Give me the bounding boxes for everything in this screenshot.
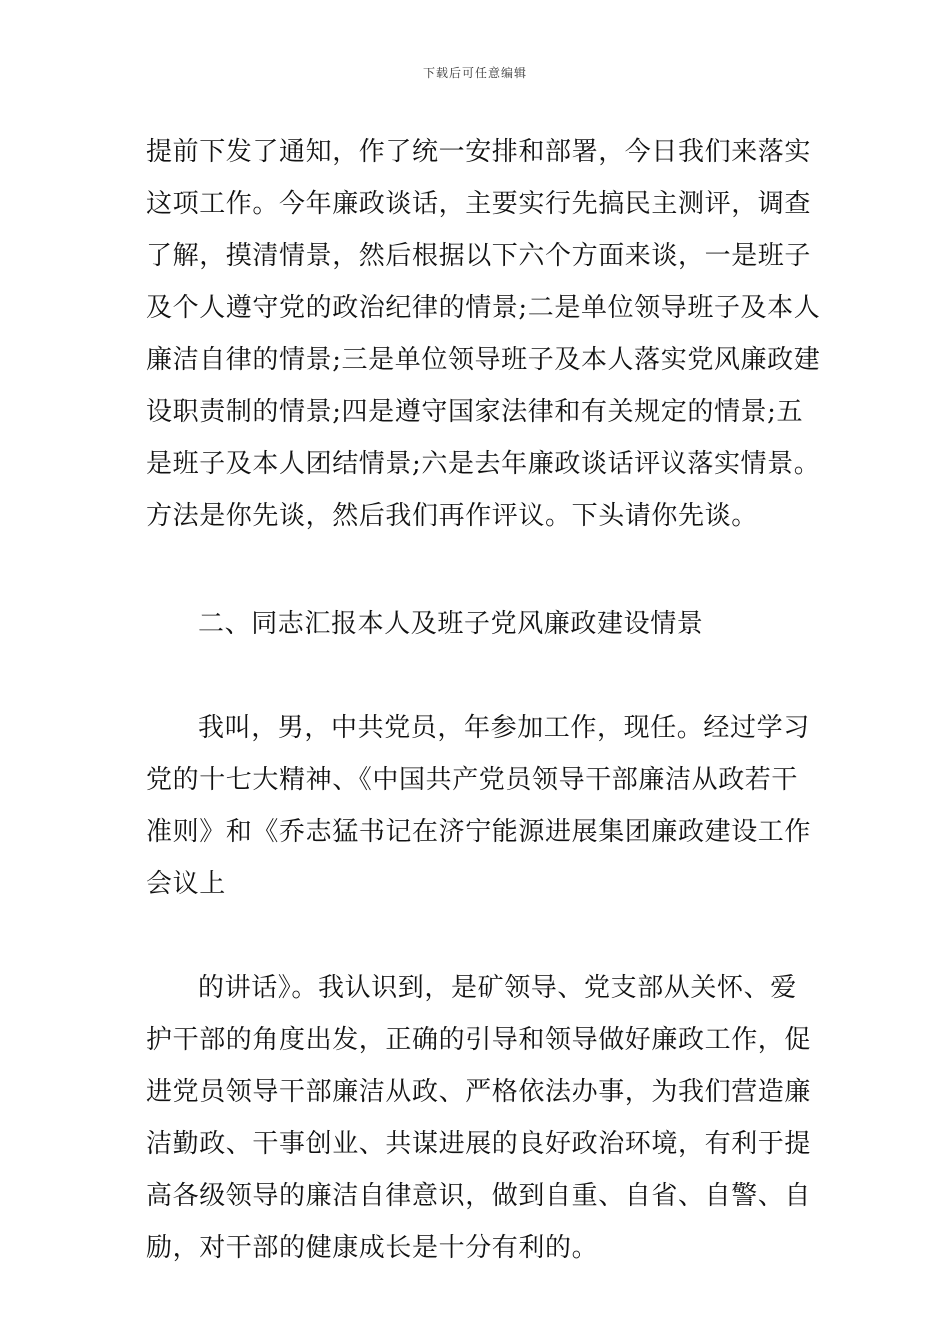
text-line: 励，对干部的健康成长是十分有利的。 [146, 1233, 599, 1263]
text-line: 护干部的角度出发，正确的引导和领导做好廉政工作，促 [146, 1025, 812, 1055]
text-line: 提前下发了通知，作了统一安排和部署，今日我们来落实 [146, 137, 812, 167]
text-line: 是班子及本人团结情景;六是去年廉政谈话评议落实情景。 [146, 449, 821, 479]
section-heading [146, 598, 812, 650]
text-line: 准则》和《乔志猛书记在济宁能源进展集团廉政建设工作 [146, 817, 812, 847]
text-line: 洁勤政、干事创业、共谋进展的良好政治环境，有利于提 [146, 1129, 812, 1159]
text-line: 高各级领导的廉洁自律意识，做到自重、自省、自警、自 [146, 1181, 812, 1211]
text-line: 这项工作。今年廉政谈话，主要实行先搞民主测评，调查 [146, 189, 812, 219]
text-line: 及个人遵守党的政治纪律的情景;二是单位领导班子及本人 [146, 293, 821, 323]
text-line: 进党员领导干部廉洁从政、严格依法办事，为我们营造廉 [146, 1077, 812, 1107]
text-line: 会议上 [146, 869, 226, 899]
text-line: 党的十七大精神、《中国共产党员领导干部廉洁从政若干 [146, 765, 799, 795]
text-line: 设职责制的情景;四是遵守国家法律和有关规定的情景;五 [146, 397, 804, 427]
text-line: 了解，摸清情景，然后根据以下六个方面来谈，一是班子 [146, 241, 812, 271]
paragraph-speech [146, 962, 812, 1274]
paragraph-intro [146, 126, 821, 542]
text-line: 的讲话》。我认识到，是矿领导、党支部从关怀、爱 [198, 973, 797, 1003]
document-body [146, 126, 821, 1274]
page-header-note: 下载后可任意编辑 [422, 66, 527, 80]
paragraph-report [146, 702, 812, 910]
section-heading-text: 二、同志汇报本人及班子党风廉政建设情景 [198, 609, 704, 639]
text-line: 廉洁自律的情景;三是单位领导班子及本人落实党风廉政建 [146, 345, 821, 375]
text-line: 方法是你先谈，然后我们再作评议。下头请你先谈。 [146, 501, 758, 531]
text-line: 我叫，男，中共党员，年参加工作，现任。经过学习 [198, 713, 810, 743]
